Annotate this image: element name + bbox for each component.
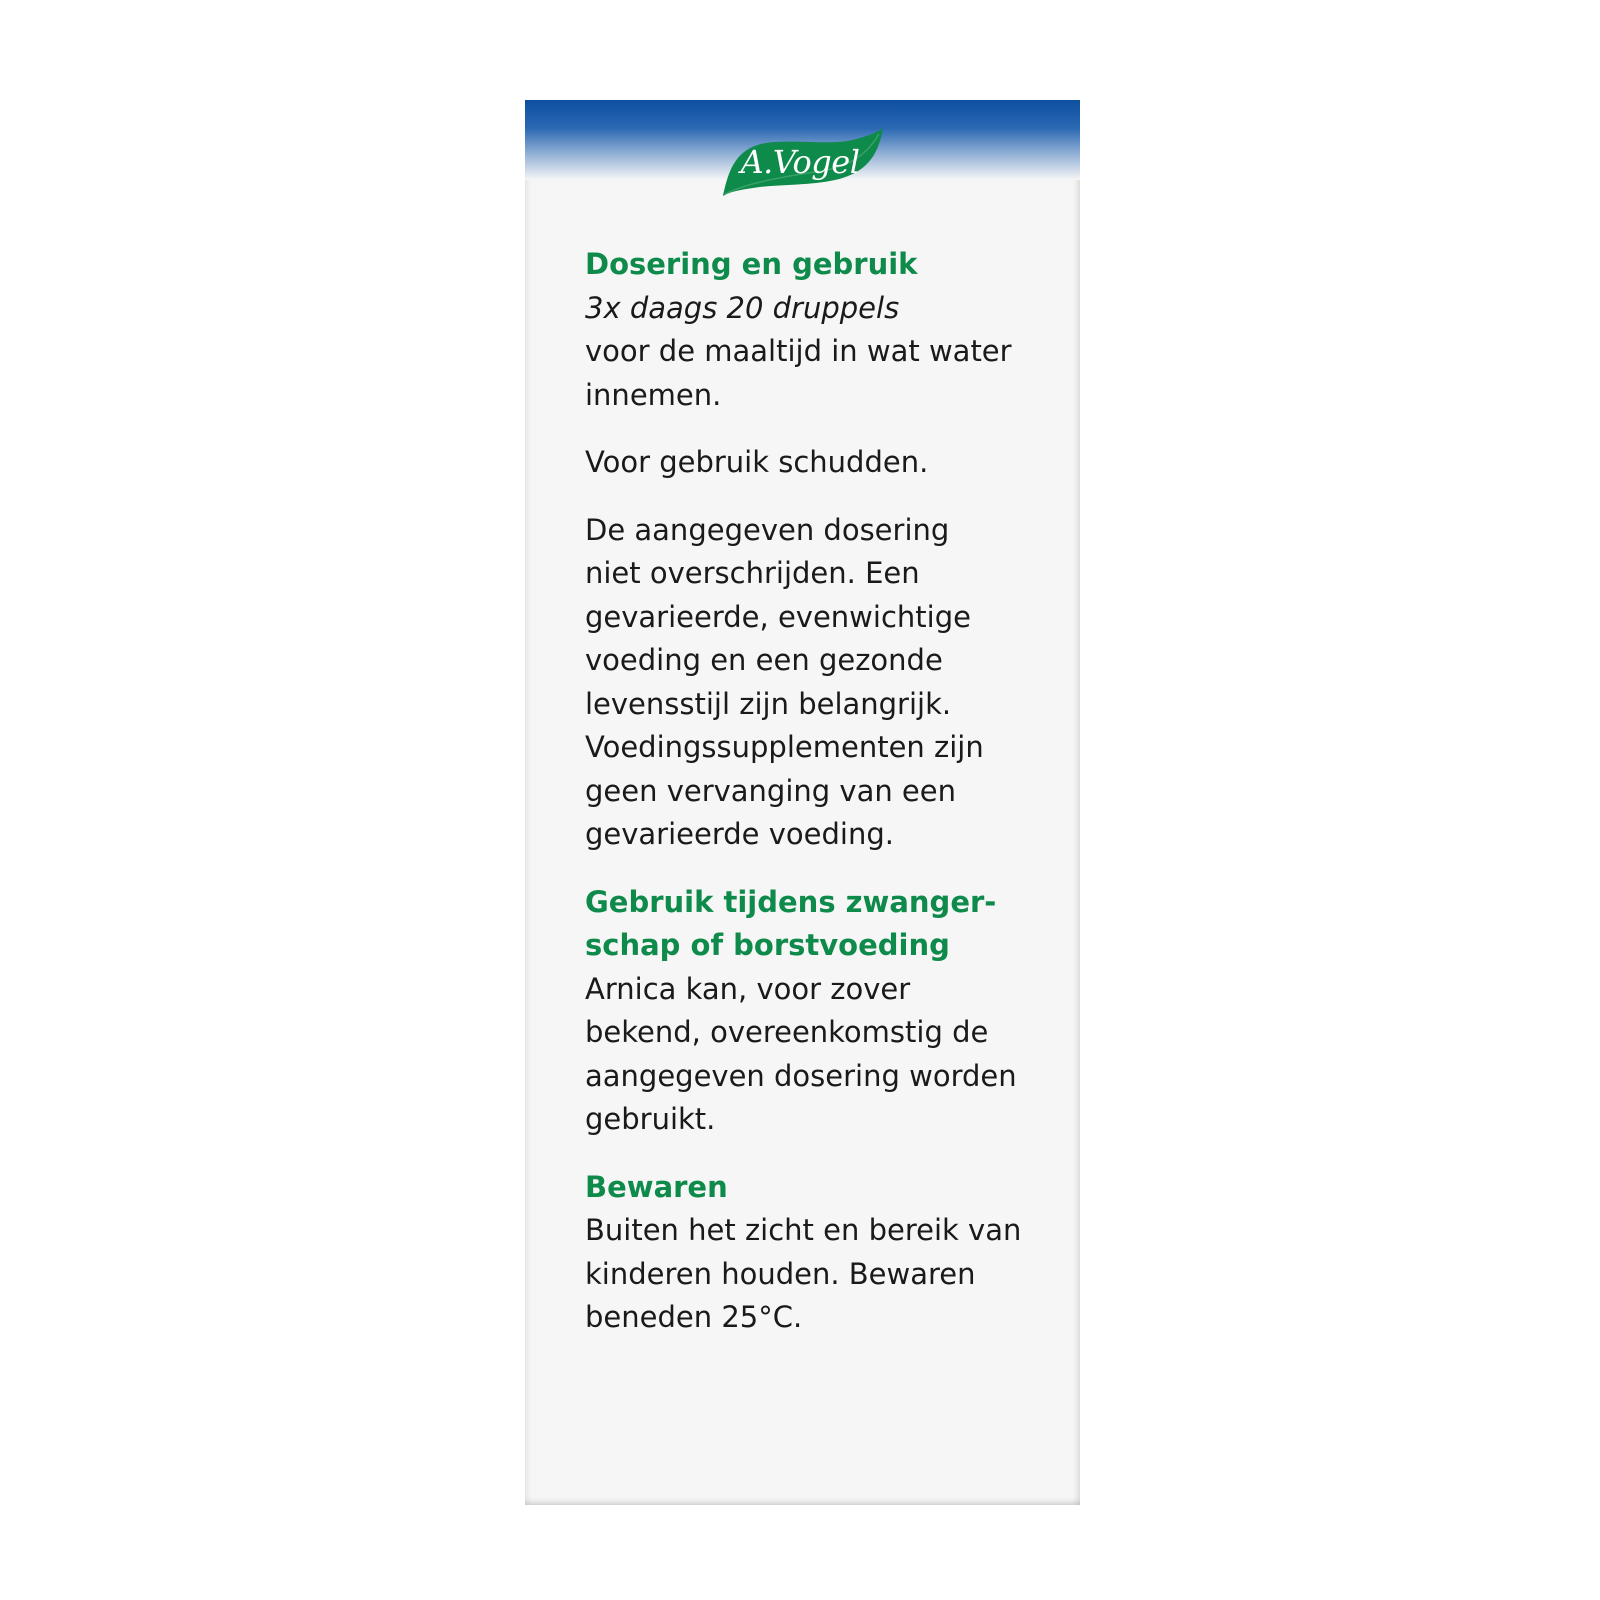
instructions-text: [585, 243, 1055, 1340]
warning-line: voeding en een gezonde: [585, 643, 943, 677]
warning-line: niet overschrijden. Een: [585, 556, 920, 590]
warning-line: levensstijl zijn belangrijk.: [585, 686, 952, 721]
package-side-panel: [525, 100, 1080, 1505]
storage-line: beneden 25°C.: [585, 1300, 803, 1334]
warning-line: geen vervanging van een: [585, 773, 956, 808]
dosage-line: innemen.: [585, 377, 722, 412]
dosage-line: voor de maaltijd in wat water: [585, 334, 1012, 368]
pregnancy-heading: schap of borstvoeding: [585, 928, 950, 962]
pregnancy-line: aangegeven dosering worden: [585, 1058, 1017, 1093]
storage-line: kinderen houden. Bewaren: [585, 1256, 976, 1291]
dosage-amount: 3x daags 20 druppels: [585, 290, 900, 325]
storage-line: Buiten het zicht en bereik van: [585, 1213, 1022, 1247]
pregnancy-line: gebruikt.: [585, 1102, 716, 1136]
storage-heading: Bewaren: [585, 1169, 728, 1204]
warning-line: Voedingssupplementen zijn: [585, 730, 984, 764]
pregnancy-heading: Gebruik tijdens zwanger-: [585, 884, 997, 919]
dosage-heading: Dosering en gebruik: [585, 247, 918, 281]
logo-text: A.Vogel: [740, 143, 860, 181]
avogel-logo: [715, 128, 885, 200]
pregnancy-line: Arnica kan, voor zover: [585, 971, 911, 1006]
warning-line: De aangegeven dosering: [585, 512, 950, 547]
pregnancy-line: bekend, overeenkomstig de: [585, 1015, 989, 1049]
shake-instruction: Voor gebruik schudden.: [585, 445, 929, 479]
warning-line: gevarieerde voeding.: [585, 817, 894, 851]
warning-line: gevarieerde, evenwichtige: [585, 599, 971, 634]
